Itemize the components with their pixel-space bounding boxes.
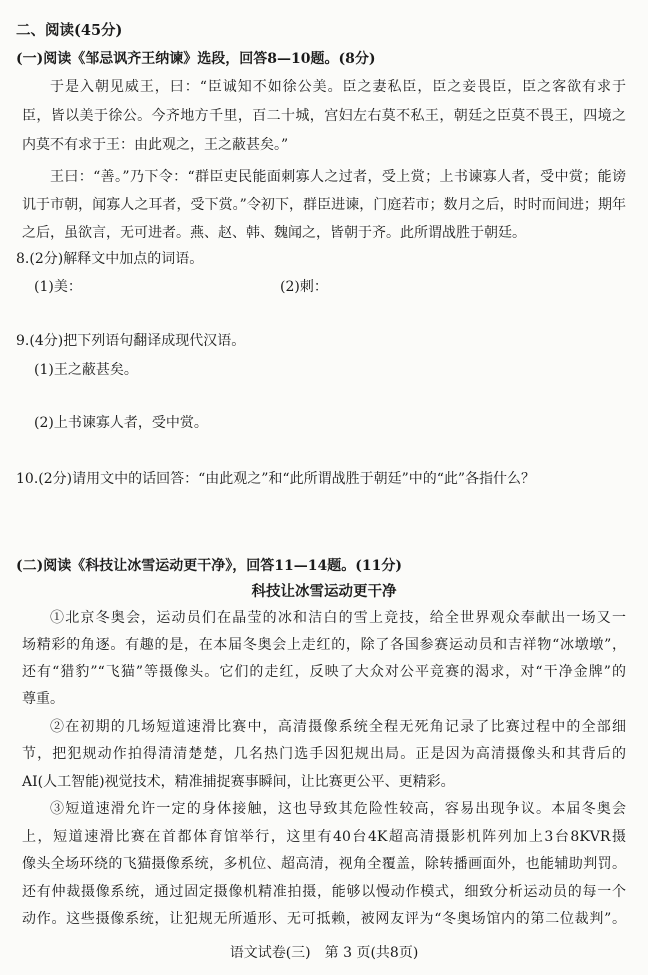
passage-line: 动作。这些摄像系统，让犯规无所遁形、无可抵赖，被网友评为“冬奥场馆内的第二位裁判”。 (22, 911, 626, 927)
passage-line: 节，把犯规动作拍得清清楚楚，几名热门选手因犯规出局。正是因为高清摄像头和其背后的 (22, 746, 626, 762)
question-9-item-2: (2)上书谏寡人者，受中赏。 (34, 415, 208, 431)
page-footer: 语文试卷(三) 第 3 页(共8页) (229, 945, 419, 961)
part2-heading: (二)阅读《科技让冰雪运动更干净》，回答11—14题。(11分) (16, 558, 402, 574)
passage-line: 王曰：“善。”乃下令：“群臣吏民能面刺寡人之过者，受上赏；上书谏寡人者，受中赏；能谤 (50, 169, 626, 185)
question-10: 10.(2分)请用文中的话回答：“由此观之”和“此所谓战胜于朝廷”中的“此”各指什么？ (16, 471, 536, 487)
article-title: 科技让冰雪运动更干净 (251, 583, 397, 600)
question-9: 9.(4分)把下列语句翻译成现代汉语。 (16, 333, 246, 349)
part1-heading: (一)阅读《邹忌讽齐王纳谏》选段，回答8—10题。(8分) (16, 51, 376, 67)
question-8: 8.(2分)解释文中加点的词语。 (16, 251, 204, 267)
passage-line: 臣，皆以美于徐公。今齐地方千里，百二十城，宫妇左右莫不私王，朝廷之臣莫不畏王，四境之 (22, 108, 626, 124)
passage-line: 于是入朝见威王，曰：“臣诚知不如徐公美。臣之妻私臣，臣之妾畏臣，臣之客欲有求于 (50, 79, 626, 95)
passage-line: AI(人工智能)视觉技术，精准捕捉赛事瞬间，让比赛更公平、更精彩。 (22, 774, 455, 790)
passage-line: 尊重。 (22, 691, 64, 707)
passage-line: 像头全场环绕的飞猫摄像系统，多机位、超高清，视角全覆盖，除转播画面外，也能辅助判罚。 (22, 856, 626, 872)
passage-line: 上，短道速滑比赛在首都体育馆举行，这里有40台4K超高清摄影机阵列加上3台8KVR摄 (22, 829, 626, 845)
passage-line: 场精彩的角逐。有趣的是，在本届冬奥会上走红的，除了各国参赛运动员和吉祥物“冰墩墩”， (22, 637, 626, 653)
passage-line: 之后，虽欲言，无可进者。燕、赵、韩、魏闻之，皆朝于齐。此所谓战胜于朝廷。 (22, 225, 526, 241)
passage-line: ①北京冬奥会，运动员们在晶莹的冰和洁白的雪上竞技，给全世界观众奉献出一场又一 (50, 610, 626, 626)
passage-line: 讥于市朝，闻寡人之耳者，受下赏。”令初下，群臣进谏，门庭若市；数月之后，时时而间进；期年 (22, 197, 626, 213)
question-8-item-2: (2)刺： (280, 279, 328, 295)
passage-line: 还有“猎豹”“飞猫”等摄像头。它们的走红，反映了大众对公平竞赛的渴求，对“干净金牌”的 (22, 664, 626, 680)
passage-line: ②在初期的几场短道速滑比赛中，高清摄像系统全程无死角记录了比赛过程中的全部细 (50, 719, 626, 735)
question-9-item-1: (1)王之蔽甚矣。 (34, 362, 138, 378)
section-heading: 二、阅读(45分) (16, 22, 123, 39)
passage-line: 内莫不有求于王：由此观之，王之蔽甚矣。” (22, 137, 289, 153)
passage-line: ③短道速滑允许一定的身体接触，这也导致其危险性较高，容易出现争议。本届冬奥会 (50, 801, 626, 817)
question-8-item-1: (1)美： (34, 279, 82, 295)
passage-line: 还有仲裁摄像系统，通过固定摄像机精准拍摄，能够以慢动作模式，细致分析运动员的每一个 (22, 884, 626, 900)
